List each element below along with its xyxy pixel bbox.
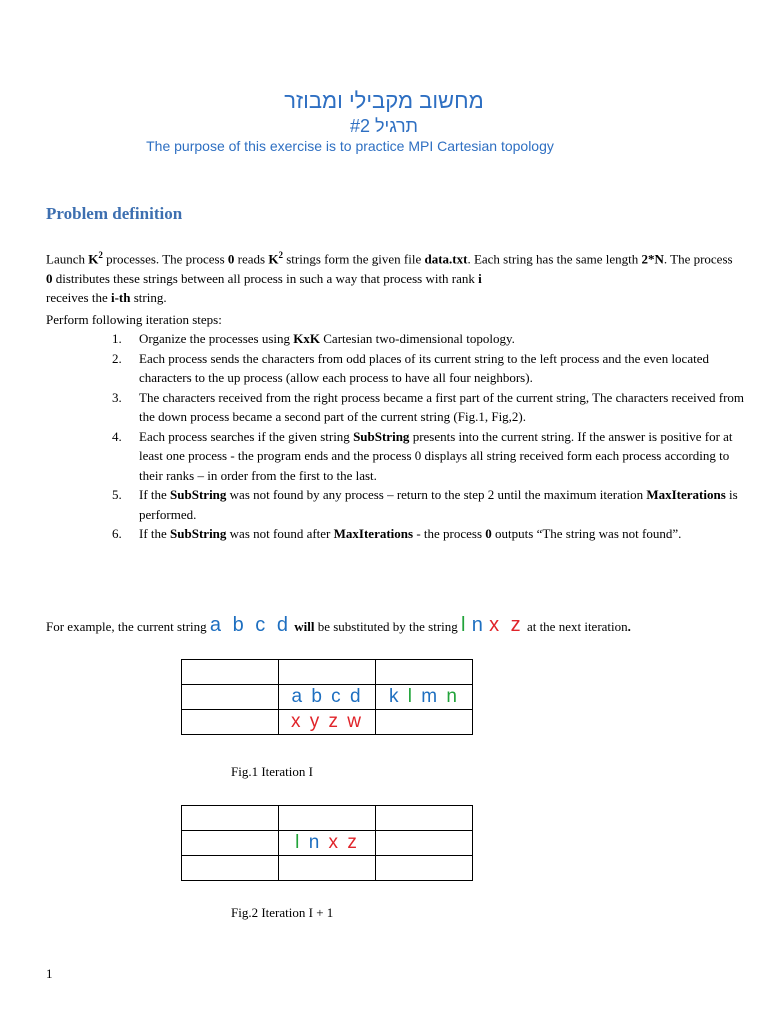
grid-cell [182, 856, 279, 881]
grid-cell [182, 806, 279, 831]
grid-cell [182, 685, 279, 710]
grid-cell-right-neighbor: k l m n [376, 685, 473, 710]
current-string: a b c d [209, 614, 291, 636]
step-item: 6. If the SubString was not found after MaxIterations - the process 0 outputs “The string was not found”. [112, 526, 682, 541]
step-item: 5. If the SubString was not found by any process – return to the step 2 until the maximum iteration MaxIterations is performed. [112, 487, 738, 522]
example-sentence: For example, the current string a b c d will be substituted by the string l n x z at the next iteration. [46, 614, 631, 636]
grid-cell [182, 831, 279, 856]
fig1-caption: Fig.1 Iteration I [231, 764, 313, 779]
grid-cell [182, 660, 279, 685]
perform-steps-label: Perform following iteration steps: [46, 312, 222, 327]
grid-cell [279, 806, 376, 831]
intro-paragraph: Launch $K^2$ processes. The process 0 reads $K^2$ strings form the given file data.txt. Each string has the same length 2*N. The process 0 distributes these strings between all process in such a way that process with rank i receives the i-th string. [46, 250, 733, 306]
fig2-caption: Fig.2 Iteration I + 1 [231, 905, 334, 920]
grid-cell [376, 806, 473, 831]
grid-cell-current: a b c d [279, 685, 376, 710]
grid-cell [182, 710, 279, 735]
steps-list [112, 329, 752, 544]
grid-cell-current: l n x z [279, 831, 376, 856]
step-item: 4. Each process searches if the given string SubString presents into the current string. If the answer is positive for at least one process - the program ends and the process 0 displays all string received form each process according to their ranks – in order from the first to the last. [112, 428, 733, 483]
hebrew-course-title: מחשוב מקבילי ומבוזר [284, 88, 484, 113]
grid-cell [279, 660, 376, 685]
section-heading: Problem definition [46, 204, 183, 223]
grid-cell [376, 856, 473, 881]
page-number: 1 [46, 966, 53, 981]
step-item: 2. Each process sends the characters from odd places of its current string to the left process and the even located characters to the up process (allow each process to have all four neighbors). [112, 350, 709, 385]
grid-cell-down-neighbor: x y z w [279, 710, 376, 735]
grid-cell [279, 856, 376, 881]
hebrew-exercise-number: תרגיל #2 [349, 116, 418, 136]
step-item: 1. Organize the processes using KxK Cartesian two-dimensional topology. [112, 331, 515, 346]
grid-cell [376, 660, 473, 685]
fig2-grid [181, 805, 473, 881]
grid-cell [376, 710, 473, 735]
step-item: 3. The characters received from the right process became a first part of the current string, The characters received from the down process became a second part of the current string (Fig.1, Fig,2). [112, 389, 745, 424]
purpose-statement: The purpose of this exercise is to practice MPI Cartesian topology [146, 138, 554, 154]
fig1-grid [181, 659, 473, 735]
grid-cell [376, 831, 473, 856]
